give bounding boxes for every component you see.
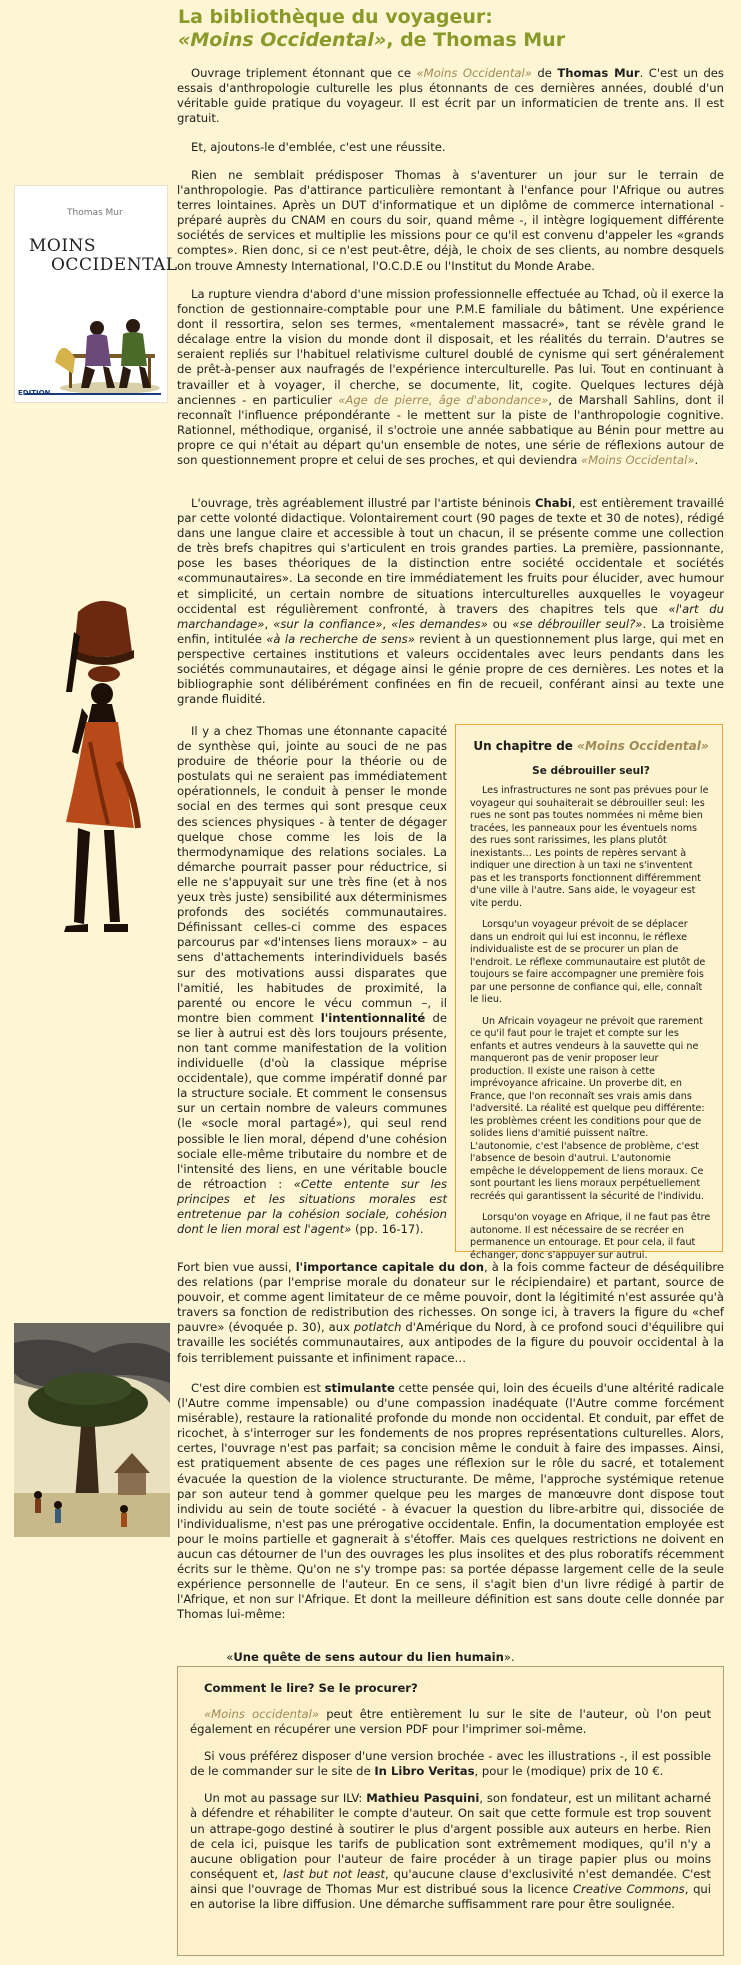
author-name: Thomas Mur [557,66,640,80]
paragraph-4: La rupture viendra d'abord d'une mission professionnelle effectuée au Tchad, où il exerce la fonction de gestionnaire-comptable pour une P.M.E familiale du bâtiment. Une expérience dont il ressortira, selon ses termes, «mentalement massacré», tant se révèle grand le décalage entre la vision du monde dont il disposait, et les réalités du terrain. D'autres se seraient repliés sur l'habituel relativisme culturel doublé de cynisme qui sert généralement de prêt-à-penser aux naufragés de l'expérience interculturelle. Pas lui. Tout en continuant à travailler et à voyager, il cherche, se documente, lit, cogite. Quelques lectures déjà anciennes - en particulier «Age de pierre, âge d'abondance», de Marshall Sahlins, dont il reconnaît l'influence prépondérante - le mettent sur la piste de l'anthropologie cognitive. Rationnel, méthodique, organisé, il s'octroie une année sabbatique au Bénin pour mettre au propre ce qui n'était au départ qu'un ensemble de notes, une série de réflexions autour de son questionnement propre et celui de ses proches, et qui deviendra «Moins Occidental». [177,287,725,468]
cover-title-line1: MOINS [29,236,97,256]
closing-quote: «Une quête de sens autour du lien humain». [226,1649,515,1664]
excerpt-paragraph: Lorsqu'on voyage en Afrique, il ne faut pas être autonome. Il est nécessaire de se recréer en permanence un entourage. Et pour cela, il faut échanger, donc s'appuyer sur autrui. [470,1212,711,1261]
purchase-heading: Comment le lire? Se le procurer? [204,1681,418,1695]
chapter-ref: «l'art du marchandage» [177,601,725,631]
purchase-info-box [177,1666,724,1956]
page-subtitle [178,29,565,51]
cover-publisher-logo: EDITION [18,389,51,397]
key-concept: stimulante [324,1381,395,1395]
excerpt-paragraph: Les infrastructures ne sont pas prévues pour le voyageur qui souhaiterait se débrouiller seul: les rues ne sont pas toutes nommées ni même bien tracées, les panneaux pour les éventuels noms des rues sont rarissimes, les plans plutôt inexistants… Les points de repères servant à indiquer une direction à un taxi ne s'inventent pas et les transports fonctionnent différemment d'une ville à l'autre. Sans aide, le voyageur est vite perdu. [470,785,709,909]
book-title-ref: «Moins occidental» [204,1707,319,1721]
key-concept: l'importance capitale du don [295,1260,485,1274]
book-title-ref: «Moins Occidental» [581,453,695,468]
intro-paragraph: Ouvrage triplement étonnant que ce «Moins Occidental» de Thomas Mur. C'est un des essais d'anthropologie culturelle les plus étonnants de ces dernières années, doublé d'un véritable guide pratique du voyageur. Il est écrit par un informaticien de trente ans. Il est gratuit. [177,66,724,126]
license-name: Creative Commons [572,1881,685,1896]
cover-author: Thomas Mur [67,208,123,218]
page-title: La bibliothèque du voyageur: [178,6,493,28]
subtitle-author: , de Thomas Mur [386,29,566,51]
paragraph-3: Rien ne semblait prédisposer Thomas à s'aventurer un jour sur le terrain de l'anthropologie. Pas d'attirance particulière remontant à l'enfance pour l'Afrique ou autres terres lointaines. Après un DUT d'informatique et un diplôme de commerce international - préparé auprès du CNAM en cours du soir, quand même -, il intègre logiquement différente sociétés de services et multiplie les missions pour ce qu'il est convenu d'appeler les «grands comptes». Rien donc, si ce n'est peut-être, déjà, le choix de ses clients, au nombre desquels on trouve Amnesty International, l'O.C.D.E ou l'Institut du Monde Arabe. [177,168,724,273]
excerpt-heading: Un chapitre de «Moins Occidental» [473,739,709,753]
cover-illustration [15,266,167,402]
potlatch-term: potlatch [353,1320,402,1335]
book-ref-sahlins: «Age de pierre, âge d'abondance» [338,392,549,407]
chapter-ref: «se débrouiller seul?» [512,616,643,631]
chapter-ref: «à la recherche de sens» [266,631,415,646]
cover-title-line2: OCCIDENTAL [51,255,178,275]
excerpt-subheading: Se débrouiller seul? [532,765,650,777]
founder-name: Mathieu Pasquini [366,1791,480,1806]
paragraph-5: L'ouvrage, très agréablement illustré par l'artiste béninois Chabi, est entièrement travaillé par cette volonté didactique. Volontairement court (90 pages de texte et 30 de notes), rédigé dans une langue claire et accessible à tout un chacun, il se présente comme une collection de très brefs chapitres qui s'articulent en trois grandes parties. La première, passionnante, pose les bases théoriques de la distinction entre société occidentale et sociétés «communautaires». La seconde en tire immédiatement les fruits pour élucider, avec humour et simplicité, un certain nombre de situations interculturelles auxquelles le voyageur occidental est régulièrement confronté, à travers des chapitres tels que «l'art du marchandage», «sur la confiance», «les demandes» ou «se débrouiller seul?». La troisième enfin, intitulée «à la recherche de sens» revient à un questionnement plus large, qui met en perspective certaines institutions et valeurs occidentales avec leurs pendants dans les sociétés communautaires, et dégage ainsi le génie propre de ces dernières. Les notes et la bibliographie sont délibérément confinées en fin de recueil, conférant ainsi au texte une grande fluidité. [177,496,725,707]
book-title-ref: «Moins Occidental» [416,66,532,80]
paragraph-6: Il y a chez Thomas une étonnante capacité de synthèse qui, jointe au souci de ne pas produire de théorie pour la théorie ou de postulats qui ne seraient pas immédiatement opérationnels, le conduit à penser le monde social en des termes qui sont presque ceux des sciences physiques - à tenter de dégager quelque chose comme les lois de la thermodynamique des relations sociales. La démarche pourrait passer pour réductrice, si elle ne s'appuyait sur une très fine (et à nos yeux très juste) sensibilité aux déterminismes profonds des sociétés communautaires. Définissant celles-ci comme des espaces parcourus par «d'intenses liens moraux» – au sens d'attachements interindividuels basés sur des motivations aussi disparates que l'amitié, les habitudes de proximité, la parenté ou encore le vécu commun –, il montre bien comment l'intentionnalité de se lier à autrui est dès lors toujours présente, non tant comme manifestation de la volition individuelle (d'où la classique méprise occidentale), que comme impératif donné par la structure sociale. Et comment le consensus sur un certain nombre de valeurs communes (le «socle moral partagé»), qui seul rend possible le lien moral, dépend d'une cohésion sociale elle-même tributaire du nombre et de l'intensité des liens, en une véritable boucle de rétroaction : «Cette entente sur les principes et les situations morales est entretenue par la cohésion sociale, cohésion dont le lien moral est l'agent» (pp. 16-17). [177,724,448,1237]
woman-carrying-basket-illustration [38,592,172,954]
book-cover-image [14,185,178,403]
paragraph-6-continued: Fort bien vue aussi, l'importance capitale du don, à la fois comme facteur de déséquilibre des relations (par l'emprise morale du donateur sur le récipiendaire) et partant, source de pouvoir, et comme agent limitateur de ce même pouvoir, dont la légitimité n'est assurée qu'à travers sa fonction de redistribution des richesses. On songe ici, à travers la figure du «chef pauvre» (évoquée p. 30), aux potlatch d'Amérique du Nord, à ce profond souci d'équilibre qui travaille les sociétés communautaires, aux antipodes de la figure du pouvoir occidental à la fois terriblement puissante et infiniment rapace… [177,1260,724,1365]
artist-name: Chabi [534,496,572,510]
book-quote: «Cette entente sur les principes et les situations morales est entretenue par la cohésion sociale, cohésion dont le lien moral est l'agent» [177,1176,447,1237]
chapter-ref: «les demandes» [391,616,488,631]
excerpt-paragraph: Un Africain voyageur ne prévoit que rarement ce qu'il faut pour le trajet et compte sur les enfants et autres vendeurs à la sauvette qui ne manqueront pas de venir proposer leur production. Il existe une raison à cette imprévoyance africaine. Un proverbe dit, en France, que l'on reconnaît ses vrais amis dans l'adversité. La réalité est quelque peu différente: les problèmes créent les conditions pour que de solides liens d'amitié puissent naître. L'autonomie, c'est l'absence de problème, c'est l'absence de besoin d'autrui. L'autonomie empêche le développement de liens moraux. Ce sont pourtant les liens moraux perpétuellement recréés qui garantissent la sécurité de l'individu. [470,1015,705,1202]
village-scene-illustration [14,1323,170,1537]
paragraph-7: C'est dire combien est stimulante cette pensée qui, loin des écueils d'une altérité radicale (l'Autre comme impensable) ou d'une compassion inadéquate (l'Autre comme forcément misérable), restaure la rationalité profonde du monde non occidental. Et conduit, par effet de ricochet, à s'interroger sur les fondements de nos propres représentations culturelles. Alors, certes, l'ouvrage n'est pas parfait; sa concision même le conduit à faire des impasses. Ainsi, est pratiquement absente de ces pages une réflexion sur le rôle du sacré, et totalement évacuée la question de la violence structurante. De même, l'approche systémique retenue par son auteur tend à gommer quelque peu les marges de manœuvre dont dispose tout individu au sein de toute société - à évacuer la question du libre-arbitre qui, dissociée de l'individualisme, n'est pas une prérogative occidentale. Enfin, la documentation employée est pour le moins partielle et gagnerait à s'étoffer. Mais ces quelques restrictions ne doivent en aucun cas détourner de l'un des ouvrages les plus insolites et des plus roboratifs récemment écrits sur le thème. Qu'on ne s'y trompe pas: sa portée dépasse largement celle de la seule expérience personnelle de l'auteur. En ce sens, il s'agit bien d'un livre rédigé à partir de l'Afrique, et non sur l'Afrique. Et dont la meilleure définition est sans doute celle donnée par Thomas lui-même: [177,1381,724,1622]
subtitle-book: «Moins Occidental» [178,29,387,51]
key-concept: l'intentionnalité [320,1010,426,1025]
purchase-paragraph: Si vous préférez disposer d'une version brochée - avec les illustrations -, il est possible de le commander sur le site de In Libro Veritas, pour le (modique) prix de 10 €. [190,1749,711,1779]
chapter-excerpt-box [455,724,723,1261]
excerpt-paragraph: Lorsqu'un voyageur prévoit de se déplacer dans un endroit qui lui est inconnu, le réflexe individualiste est de se procurer un plan de l'endroit. Le réflexe communautaire est plutôt de toujours se faire accompagner une première fois par une personne de confiance qui, elle, connaît le lieu. [470,919,706,1005]
publisher-name: In Libro Veritas [374,1764,475,1779]
chapter-ref: «sur la confiance» [273,616,383,631]
purchase-paragraph: Un mot au passage sur ILV: Mathieu Pasquini, son fondateur, est un militant acharné à défendre et réhabiliter le compte d'auteur. On sait que cette formule est trop souvent un attrape-gogo destiné à soutirer le plus d'argent possible aux auteurs en herbe. Rien de cela ici, puisque les tarifs de publication sont extrêmement modiques, qu'il n'y a aucune obligation pour l'auteur de faire procéder à un tirage papier plus ou moins conséquent et, last but not least, qu'aucune clause d'exclusivité n'est demandée. C'est ainsi que l'ouvrage de Thomas Mur est distribué sous la licence Creative Commons, qui en autorise la libre diffusion. Une démarche suffisamment rare pour être soulignée. [190,1791,712,1912]
paragraph-2: Et, ajoutons-le d'emblée, c'est une réussite. [191,140,446,154]
book-title-ref: «Moins Occidental» [577,739,709,753]
purchase-paragraph: «Moins occidental» peut être entièrement lu sur le site de l'auteur, où l'on peut également en récupérer une version PDF pour l'imprimer soi-même. [190,1707,711,1737]
